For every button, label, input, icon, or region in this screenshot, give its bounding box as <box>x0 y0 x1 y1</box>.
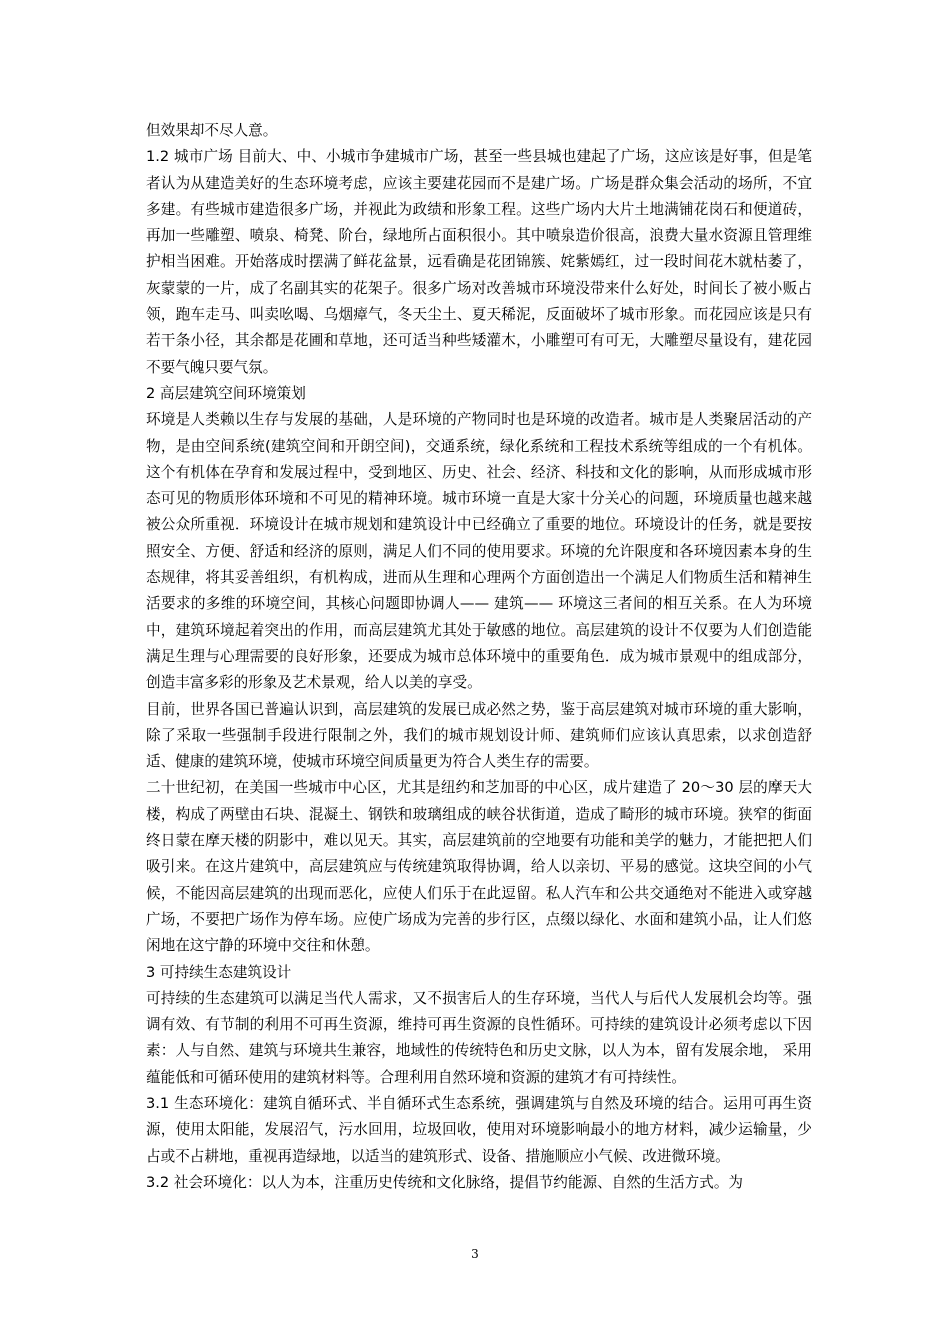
paragraph-sustainable: 可持续的生态建筑可以满足当代人需求，又不损害后人的生存环境，当代人与后代人发展机会均等。强调有效、有节制的利用不可再生资源，维持可再生资源的良性循环。可持续的建筑设计必须考虑以下因素：人与自然、建筑与环境共生兼容，地域性的传统特色和历史文脉，以人为本，留有发展余地， 采用蕴能低和可循环使用的建筑材料等。合理利用自然环境和资源的建筑才有可持续性。 <box>146 989 812 1086</box>
section-heading-2: 2 高层建筑空间环境策划 <box>146 384 306 402</box>
paragraph-social: 3.2 社会环境化：以人为本，注重历史传统和文化脉络，提倡节约能源、自然的生活方式。为 <box>146 1173 744 1191</box>
paragraph-continuation: 但效果却不尽人意。 <box>146 122 278 139</box>
paragraph-environment: 环境是人类赖以生存与发展的基础，人是环境的产物同时也是环境的改造者。城市是人类聚居活动的产物，是由空间系统(建筑空间和开朗空间)，交通系统，绿化系统和工程技术系统等组成的一个有机体。这个有机体在孕育和发展过程中，受到地区、历史、社会、经济、科技和文化的影响，从而形成城市形态可见的物质形体环境和不可见的精神环境。城市环境一直是大家十分关心的问题，环境质量也越来越被公众所重视．环境设计在城市规划和建筑设计中已经确立了重要的地位。环境设计的任务，就是要按照安全、方便、舒适和经济的原则，满足人们不同的使用要求。环境的允许限度和各环境因素本身的生态规律，将其妥善组织，有机构成，进而从生理和心理两个方面创造出一个满足人们物质生活和精神生活要求的多维的环境空间，其核心问题即协调人—— 建筑—— 环境这三者间的相互关系。在人为环境中，建筑环境起着突出的作用，而高层建筑尤其处于敏感的地位。高层建筑的设计不仅要为人们创造能满足生理与心理需要的良好形象，还要成为城市总体环境中的重要角色．成为城市景观中的组成部分，创造丰富多彩的形象及艺术景观，给人以美的享受。 <box>146 411 812 692</box>
paragraph-current-status: 目前，世界各国已普遍认识到，高层建筑的发展已成必然之势，鉴于高层建筑对城市环境的重大影响，除了采取一些强制手段进行限制之外，我们的城市规划设计师、建筑师们应该认真思索，以求创造舒适、健康的建筑环境，使城市环境空间质量更为符合人类生存的需要。 <box>146 700 812 771</box>
section-heading-3: 3 可持续生态建筑设计 <box>146 963 292 981</box>
paragraph-ecological: 3.1 生态环境化：建筑自循环式、半自循环式生态系统，强调建筑与自然及环境的结合。运用可再生资源，使用太阳能，发展沼气，污水回用，垃圾回收，使用对环境影响最小的地方材料，减少运输量，少占或不占耕地，重视再造绿地，以适当的建筑形式、设备、措施顺应小气候、改进微环境。 <box>146 1094 812 1165</box>
page-body <box>146 118 812 1196</box>
page-number: 3 <box>471 1247 479 1261</box>
paragraph-twentieth-century: 二十世纪初，在美国一些城市中心区，尤其是纽约和芝加哥的中心区，成片建造了 20～30 层的摩天大楼，构成了两壁由石块、混凝土、钢铁和玻璃组成的峡谷状街道，造成了畸形的城市环境。狭窄的街面终日蒙在摩天楼的阴影中，难以见天。其实，高层建筑前的空地要有功能和美学的魅力，才能把把人们吸引来。在这片建筑中，高层建筑应与传统建筑取得协调，给人以亲切、平易的感觉。这块空间的小气候，不能因高层建筑的出现而恶化，应使人们乐于在此逗留。私人汽车和公共交通绝对不能进入或穿越广场，不要把广场作为停车场。应使广场成为完善的步行区，点缀以绿化、水面和建筑小品，让人们悠闲地在这宁静的环境中交往和休憩。 <box>146 779 812 955</box>
paragraph-city-square: 1.2 城市广场 目前大、中、小城市争建城市广场，甚至一些县城也建起了广场，这应该是好事，但是笔者认为从建造美好的生态环境考虑，应该主要建花园而不是建广场。广场是群众集会活动的场所，不宜多建。有些城市建造很多广场，并视此为政绩和形象工程。这些广场内大片土地满铺花岗石和便道砖，再加一些雕塑、喷泉、椅凳、阶台，绿地所占面积很小。其中喷泉造价很高，浪费大量水资源且管理维护相当困难。开始落成时摆满了鲜花盆景，远看确是花团锦簇、姹紫嫣红，过一段时间花木就枯萎了，灰蒙蒙的一片，成了名副其实的花架子。很多广场对改善城市环境没带来什么好处，时间长了被小贩占领，跑车走马、叫卖吆喝、乌烟瘴气，冬天尘土、夏天稀泥，反面破坏了城市形象。而花园应该是只有若干条小径，其余都是花圃和草地，还可适当种些矮灌木，小雕塑可有可无，大雕塑尽量设有，建花园不要气魄只要气氛。 <box>146 148 812 376</box>
